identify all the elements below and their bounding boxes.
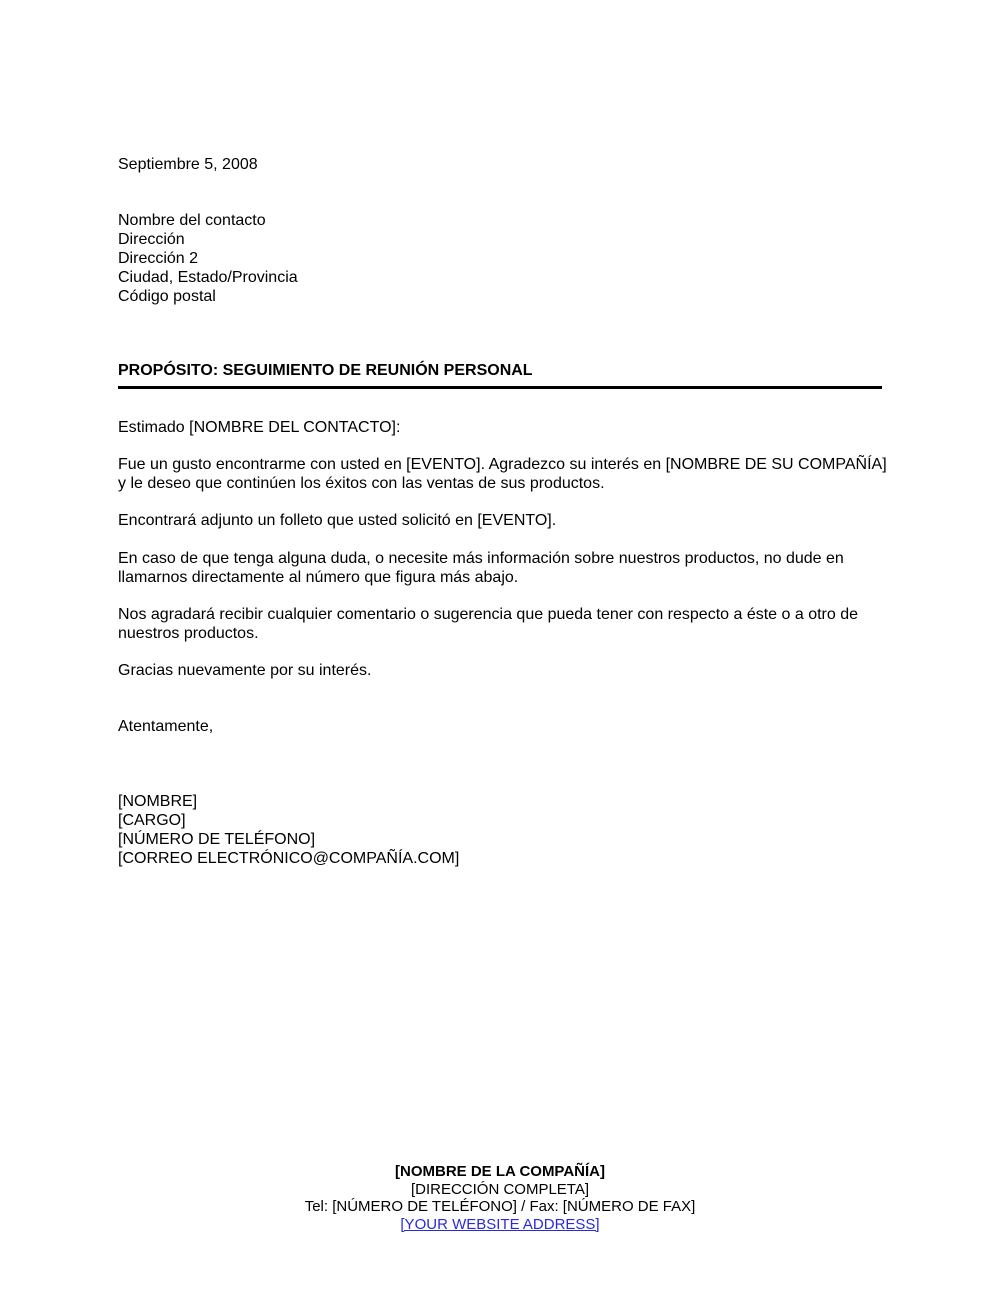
recipient-address-1: Dirección bbox=[118, 231, 185, 248]
footer-contact: Tel: [NÚMERO DE TELÉFONO] / Fax: [NÚMERO DE FAX] bbox=[304, 1198, 696, 1215]
body-paragraph: En caso de que tenga alguna duda, o necesite más información sobre nuestros productos, no dude en llamarnos directamente al número que figura más abajo. bbox=[118, 550, 844, 586]
footer-address: [DIRECCIÓN COMPLETA] bbox=[410, 1180, 590, 1198]
recipient-name: Nombre del contacto bbox=[118, 212, 266, 229]
recipient-address-block bbox=[118, 211, 298, 306]
footer-website-link[interactable]: [YOUR WEBSITE ADDRESS] bbox=[400, 1215, 600, 1233]
recipient-address-2: Dirección 2 bbox=[118, 250, 199, 267]
letter-date: Septiembre 5, 2008 bbox=[118, 156, 258, 173]
signature-title: [CARGO] bbox=[118, 812, 186, 829]
recipient-postal-code: Código postal bbox=[118, 288, 216, 305]
body-paragraph: Gracias nuevamente por su interés. bbox=[118, 662, 372, 679]
footer-company-name: [NOMBRE DE LA COMPAÑÍA] bbox=[395, 1163, 605, 1180]
signature-phone: [NÚMERO DE TELÉFONO] bbox=[118, 831, 316, 848]
signature-name: [NOMBRE] bbox=[118, 793, 198, 810]
closing: Atentamente, bbox=[118, 718, 214, 735]
signature-email: [CORREO ELECTRÓNICO@COMPAÑÍA.COM] bbox=[118, 850, 460, 867]
subject-divider bbox=[118, 386, 882, 389]
salutation: Estimado [NOMBRE DEL CONTACTO]: bbox=[118, 419, 401, 436]
body-paragraph: Encontrará adjunto un folleto que usted solicitó en [EVENTO]. bbox=[118, 512, 557, 529]
subject-heading: PROPÓSITO: SEGUIMIENTO DE REUNIÓN PERSONAL bbox=[118, 362, 533, 379]
signature-block bbox=[118, 792, 459, 868]
body-paragraph: Fue un gusto encontrarme con usted en [EVENTO]. Agradezco su interés en [NOMBRE DE SU COMPAÑÍA] y le deseo que continúen los éxitos con las ventas de sus productos. bbox=[118, 456, 887, 492]
letterhead-footer bbox=[0, 1163, 1000, 1233]
body-paragraph: Nos agradará recibir cualquier comentario o sugerencia que pueda tener con respecto a éste o a otro de nuestros productos. bbox=[118, 606, 859, 642]
recipient-city-state: Ciudad, Estado/Provincia bbox=[118, 269, 298, 286]
